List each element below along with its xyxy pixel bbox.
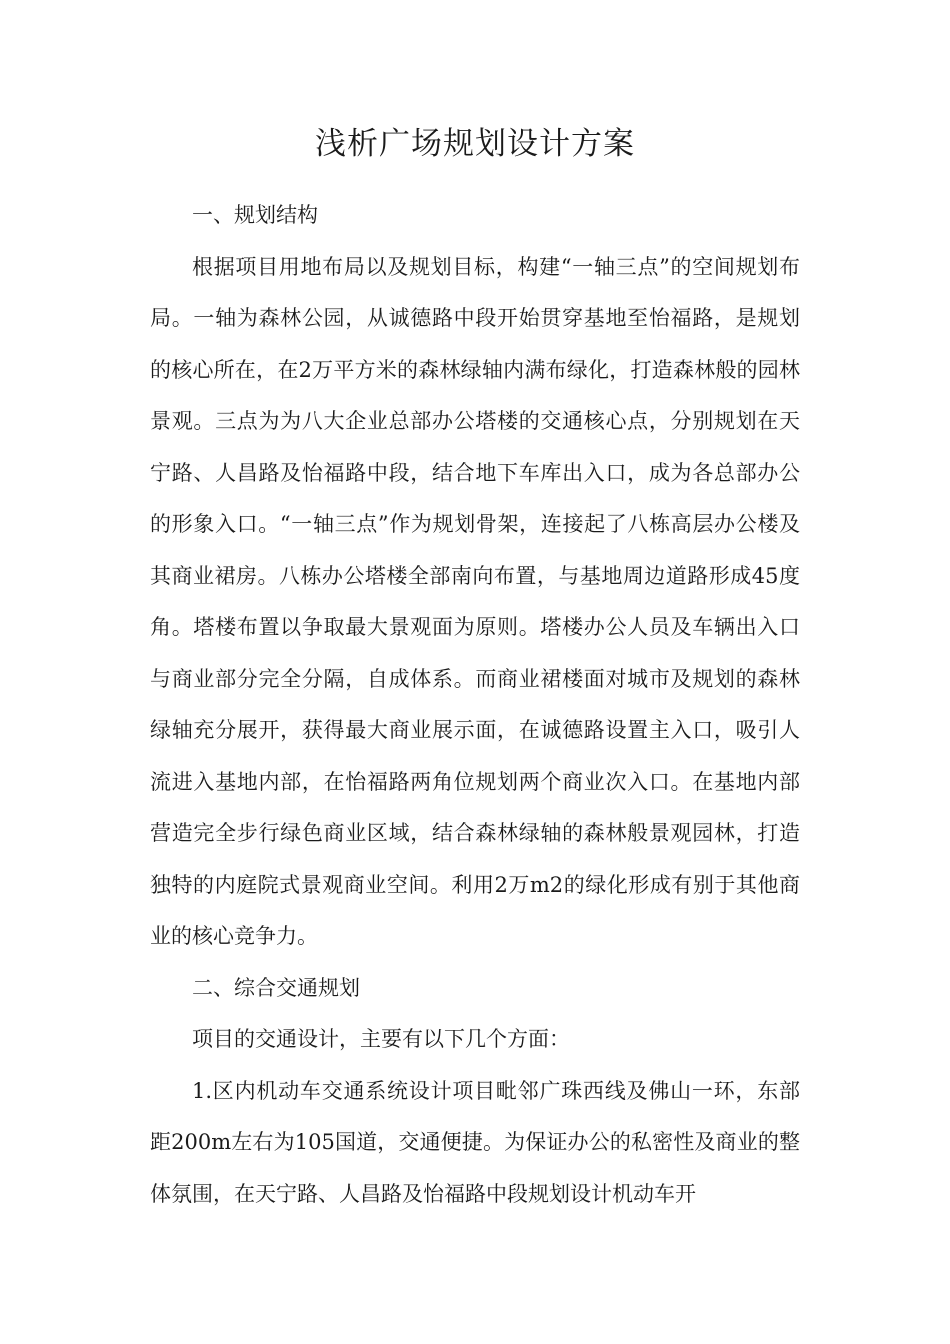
paragraph-planning-structure: 根据项目用地布局以及规划目标，构建“一轴三点”的空间规划布局。一轴为森林公园，从诚德路中段开始贯穿基地至怡福路，是规划的核心所在，在2万平方米的森林绿轴内满布绿化，打造森林般的园林景观。三点为为八大企业总部办公塔楼的交通核心点，分别规划在天宁路、人昌路及怡福路中段，结合地下车库出入口，成为各总部办公的形象入口。“一轴三点”作为规划骨架，连接起了八栋高层办公楼及其商业裙房。八栋办公塔楼全部南向布置，与基地周边道路形成45度角。塔楼布置以争取最大景观面为原则。塔楼办公人员及车辆出入口与商业部分完全分隔，自成体系。而商业裙楼面对城市及规划的森林绿轴充分展开，获得最大商业展示面，在诚德路设置主入口，吸引人流进入基地内部，在怡福路两角位规划两个商业次入口。在基地内部营造完全步行绿色商业区域，结合森林绿轴的森林般景观园林，打造独特的内庭院式景观商业空间。利用2万m2的绿化形成有别于其他商业的核心竞争力。	[150, 254, 800, 948]
section-heading-traffic-planning: 二、综合交通规划	[192, 975, 360, 1000]
document-title: 浅析广场规划设计方案	[315, 126, 635, 162]
paragraph-vehicle-traffic: 1.区内机动车交通系统设计项目毗邻广珠西线及佛山一环，东部距200m左右为105国道，交通便捷。为保证办公的私密性及商业的整体氛围，在天宁路、人昌路及怡福路中段规划设计机动车开	[150, 1078, 800, 1206]
section-heading-planning-structure: 一、规划结构	[192, 203, 318, 227]
paragraph-traffic-intro: 项目的交通设计，主要有以下几个方面：	[192, 1027, 570, 1051]
document-body	[150, 190, 800, 1220]
